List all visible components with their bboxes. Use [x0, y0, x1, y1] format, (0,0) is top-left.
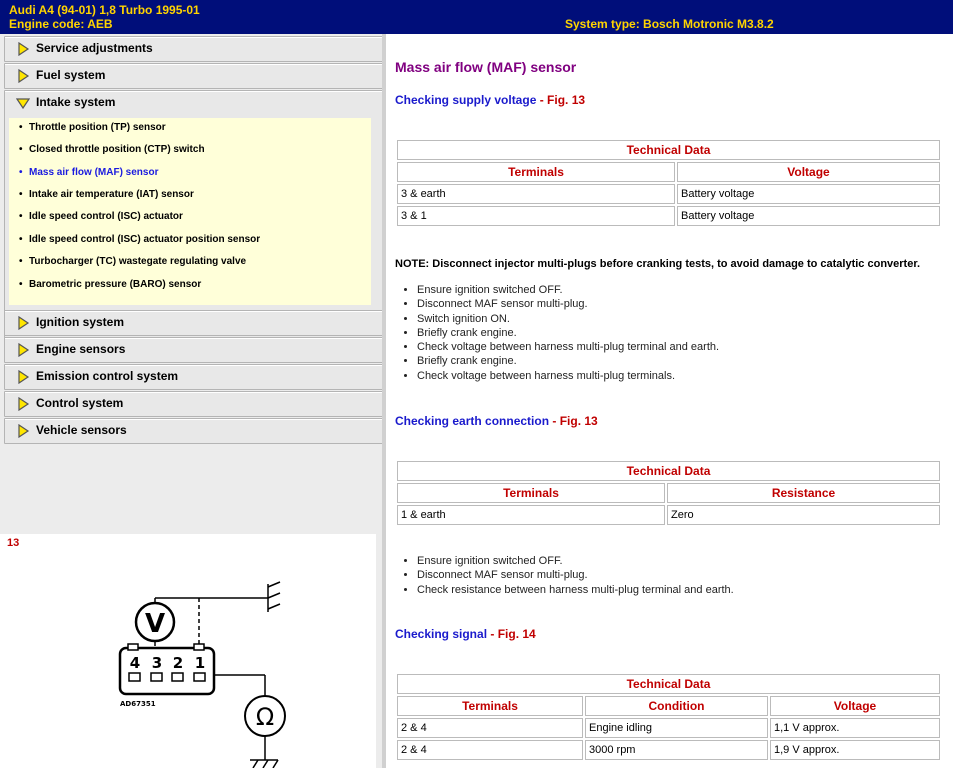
list-item: • Check voltage between harness multi-plug terminal and earth. — [417, 340, 719, 354]
vehicle-title: Audi A4 (94-01) 1,8 Turbo 1995-01 — [9, 3, 200, 17]
subitem-isc-actuator[interactable]: • Idle speed control (ISC) actuator — [19, 211, 183, 222]
subitem-maf-sensor[interactable]: • Mass air flow (MAF) sensor — [19, 167, 159, 178]
app-header — [0, 0, 953, 34]
category-vehicle-sensors[interactable] — [4, 418, 384, 444]
subitem-iat-sensor[interactable]: • Intake air temperature (IAT) sensor — [19, 189, 194, 200]
column-header: Voltage — [677, 162, 940, 182]
category-label: Intake system — [36, 95, 116, 109]
arrow-down-icon — [16, 96, 30, 110]
category-engine-sensors[interactable] — [4, 337, 384, 363]
column-header: Voltage — [770, 696, 940, 716]
pin-label: 2 — [172, 654, 184, 672]
arrow-right-icon — [16, 424, 30, 438]
subitem-tp-sensor[interactable]: • Throttle position (TP) sensor — [19, 122, 166, 133]
list-item: • Disconnect MAF sensor multi-plug. — [417, 568, 734, 582]
arrow-right-icon — [16, 343, 30, 357]
list-item: • Switch ignition ON. — [417, 312, 719, 326]
arrow-right-icon — [16, 316, 30, 330]
pin-label: 3 — [151, 654, 163, 672]
table-title: Technical Data — [397, 140, 940, 160]
table-row: 2 & 4 Engine idling 1,1 V approx. — [397, 718, 940, 738]
pin-label: 1 — [194, 654, 206, 672]
wiring-diagram — [0, 534, 376, 768]
category-emission-control-system[interactable] — [4, 364, 384, 390]
technical-data-table-supply-voltage — [395, 138, 942, 228]
table-title: Technical Data — [397, 461, 940, 481]
subitem-baro-sensor[interactable]: • Barometric pressure (BARO) sensor — [19, 279, 202, 290]
column-header: Condition — [585, 696, 768, 716]
steps-list-supply-voltage — [395, 283, 719, 383]
table-row: 3 & earth Battery voltage — [397, 184, 940, 204]
list-item: • Disconnect MAF sensor multi-plug. — [417, 297, 719, 311]
table-row: 1 & earth Zero — [397, 505, 940, 525]
list-item: • Ensure ignition switched OFF. — [417, 283, 719, 297]
figure-link[interactable]: Fig. 13 — [559, 414, 598, 428]
arrow-right-icon — [16, 42, 30, 56]
category-fuel-system[interactable] — [4, 63, 384, 89]
column-header: Terminals — [397, 483, 665, 503]
category-label: Emission control system — [36, 369, 179, 383]
section-heading-earth-connection: Checking earth connection - Fig. 13 — [395, 414, 598, 428]
intake-subitems — [9, 118, 371, 305]
column-header: Resistance — [667, 483, 940, 503]
arrow-right-icon — [16, 397, 30, 411]
table-title: Technical Data — [397, 674, 940, 694]
arrow-right-icon — [16, 69, 30, 83]
category-label: Vehicle sensors — [36, 423, 127, 437]
note-text: NOTE: Disconnect injector multi-plugs before cranking tests, to avoid damage to catalytic converter. — [395, 258, 921, 270]
technical-data-table-signal — [395, 672, 942, 762]
category-ignition-system[interactable] — [4, 310, 384, 336]
list-item: • Check voltage between harness multi-plug terminals. — [417, 369, 719, 383]
list-item: • Ensure ignition switched OFF. — [417, 554, 734, 568]
figure-link[interactable]: Fig. 14 — [497, 627, 536, 641]
table-row: 2 & 4 3000 rpm 1,9 V approx. — [397, 740, 940, 760]
subitem-ctp-switch[interactable]: • Closed throttle position (CTP) switch — [19, 144, 205, 155]
list-item: • Briefly crank engine. — [417, 326, 719, 340]
voltmeter-label: V — [144, 609, 166, 639]
pin-label: 4 — [129, 654, 141, 672]
list-item: • Check resistance between harness multi-plug terminal and earth. — [417, 583, 734, 597]
page-title: Mass air flow (MAF) sensor — [395, 59, 577, 75]
steps-list-earth-connection — [395, 554, 734, 597]
arrow-right-icon — [16, 370, 30, 384]
section-heading-supply-voltage: Checking supply voltage - Fig. 13 — [395, 93, 586, 107]
system-type: System type: Bosch Motronic M3.8.2 — [565, 17, 774, 31]
subitem-tc-wastegate-valve[interactable]: • Turbocharger (TC) wastegate regulating valve — [19, 256, 247, 267]
category-label: Control system — [36, 396, 124, 410]
content-pane — [386, 34, 953, 768]
engine-code: Engine code: AEB — [9, 17, 113, 31]
category-label: Ignition system — [36, 315, 125, 329]
subitem-isc-position-sensor[interactable]: • Idle speed control (ISC) actuator position sensor — [19, 234, 261, 245]
column-header: Terminals — [397, 162, 675, 182]
category-service-adjustments[interactable] — [4, 36, 384, 62]
table-row: 3 & 1 Battery voltage — [397, 206, 940, 226]
list-item: • Briefly crank engine. — [417, 354, 719, 368]
category-label: Fuel system — [36, 68, 106, 82]
column-header: Terminals — [397, 696, 583, 716]
figure-number: 13 — [7, 537, 20, 549]
figure-link[interactable]: Fig. 13 — [547, 93, 586, 107]
figure-code: AD67351 — [120, 700, 156, 708]
wiring-diagram-figure — [0, 534, 376, 768]
technical-data-table-earth-connection — [395, 459, 942, 527]
section-heading-signal: Checking signal - Fig. 14 — [395, 627, 536, 641]
category-label: Engine sensors — [36, 342, 126, 356]
category-control-system[interactable] — [4, 391, 384, 417]
category-label: Service adjustments — [36, 41, 153, 55]
ohmmeter-label: Ω — [255, 703, 275, 731]
